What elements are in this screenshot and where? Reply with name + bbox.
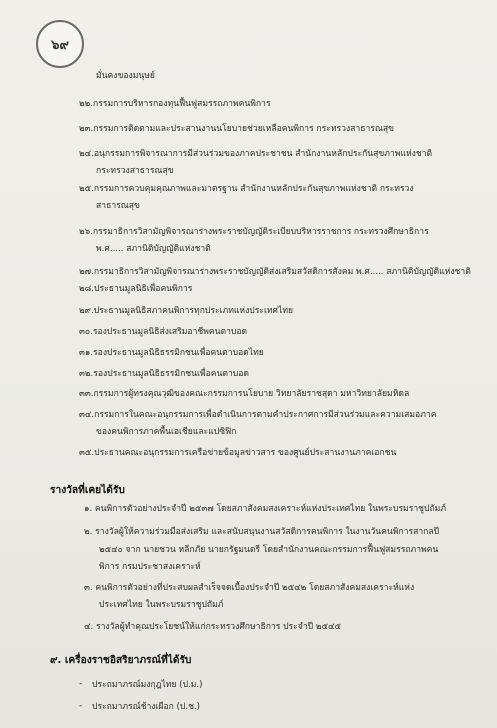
bullet-dash: -	[79, 679, 83, 689]
bullet-dash: -	[79, 701, 83, 711]
list-line: ของคนพิการภาคพื้นเอเชียและแปซิฟิก	[96, 427, 237, 437]
list-line: ๓๔.กรรมการในคณะอนุกรรมการเพื่อดำเนินการตามคำประกาศการมีส่วนร่วมและความเสมอภาค	[79, 410, 437, 420]
decorations-heading: ๙. เครื่องราชอิสริยาภรณ์ที่ได้รับ	[50, 655, 192, 666]
list-line: ๒๙.ประธานมูลนิธิสภาคนพิการทุกประเภทแห่งประเทศไทย	[79, 306, 294, 316]
decoration-line: ประถมาภรณ์ช้างเผือก (ป.ช.)	[92, 702, 201, 712]
award-line: ๑. คนพิการตัวอย่างประจำปี ๒๕๓๗ โดยสภาสังคมสงเคราะห์แห่งประเทศไทย ในพระบรมราชูปถัมภ์	[84, 504, 446, 514]
award-line: ประเทศไทย ในพระบรมราชูปถัมภ์	[99, 600, 224, 610]
award-line: ๒๕๔๐ จาก นายชวน หลีกภัย นายกรัฐมนตรี โดยสำนักงานคณะกรรมการฟื้นฟูสมรรถภาพคน	[99, 545, 439, 555]
list-line: ๒๓.กรรมการติดตามและประสานงานนโยบายช่วยเหลือคนพิการ กระทรวงสาธารณสุข	[79, 124, 395, 134]
award-line: ๔. รางวัลผู้ทำคุณประโยชน์ให้แก่กระทรวงศึกษาธิการ ประจำปี ๒๕๔๕	[84, 622, 342, 632]
award-line: พิการ กรมประชาสงเคราะห์	[99, 562, 201, 572]
list-line: ๒๔.อนุกรรมการพิจารณาการมีส่วนร่วมของภาคประชาชน สำนักงานหลักประกันสุขภาพแห่งชาติ	[79, 149, 433, 159]
award-line: ๓. คนพิการตัวอย่างที่ประสบผลสำเร็จจดเบื้องประจำปี ๒๕๔๒ โดยสภาสังคมสงเคราะห์แห่ง	[84, 583, 415, 593]
list-line: ๒๗.กรรมาธิการวิสามัญพิจารณาร่างพระราชบัญญัติส่งเสริมสวัสดิการสังคม พ.ศ..... สภานิติบัญญัติแห่งชาติ	[79, 267, 471, 277]
list-line: ๓๕.ประธานคณะอนุกรรมการเครือข่ายข้อมูลข่าวสาร ของศูนย์ประสานงานภาคเอกชน	[79, 448, 397, 458]
awards-heading: รางวัลที่เคยได้รับ	[50, 485, 125, 496]
list-line: พ.ศ..... สภานิติบัญญัติแห่งชาติ	[96, 244, 211, 254]
page-number: ๖๙	[51, 37, 69, 53]
list-line: สาธารณสุข	[96, 201, 140, 211]
award-line: ๒. รางวัลผู้ให้ความร่วมมือส่งเสริม และสนับสนุนงานสวัสดิการคนพิการ ในงานวันคนพิการสากลปี	[84, 527, 440, 537]
list-line: ๓๑.รองประธานมูลนิธิธรรมิกชนเพื่อคนตาบอดไทย	[79, 348, 264, 358]
page-number-badge	[36, 20, 84, 68]
list-line: มั่นคงของมนุษย์	[96, 71, 155, 81]
list-line: ๓๐.รองประธานมูลนิธิส่งเสริมอาชีพคนตาบอด	[79, 327, 248, 337]
list-line: กระทรวงสาธารณสุข	[96, 166, 174, 176]
list-line: ๓๓.กรรมการผู้ทรงคุณวุฒิของคณะกรรมการนโยบาย วิทยาลัยราชสุดา มหาวิทยาลัยมหิดล	[79, 389, 410, 399]
list-line: ๒๒.กรรมการบริหารกองทุนฟื้นฟูสมรรถภาพคนพิการ	[79, 99, 271, 109]
list-line: ๒๖.กรรมาธิการวิสามัญพิจารณาร่างพระราชบัญญัติระเบียบบริหารราชการ กระทรวงศึกษาธิการ	[79, 227, 429, 237]
list-line: ๒๘.ประธานมูลนิธิเพื่อคนพิการ	[79, 284, 193, 294]
list-line: ๓๒.รองประธานมูลนิธิธรรมิกชนเพื่อคนตาบอด	[79, 369, 249, 379]
decoration-line: ประถมาภรณ์มงกุฎไทย (ป.ม.)	[92, 680, 203, 690]
list-line: ๒๕.กรรมการควบคุมคุณภาพและมาตรฐาน สำนักงานหลักประกันสุขภาพแห่งชาติ กระทรวง	[79, 184, 414, 194]
